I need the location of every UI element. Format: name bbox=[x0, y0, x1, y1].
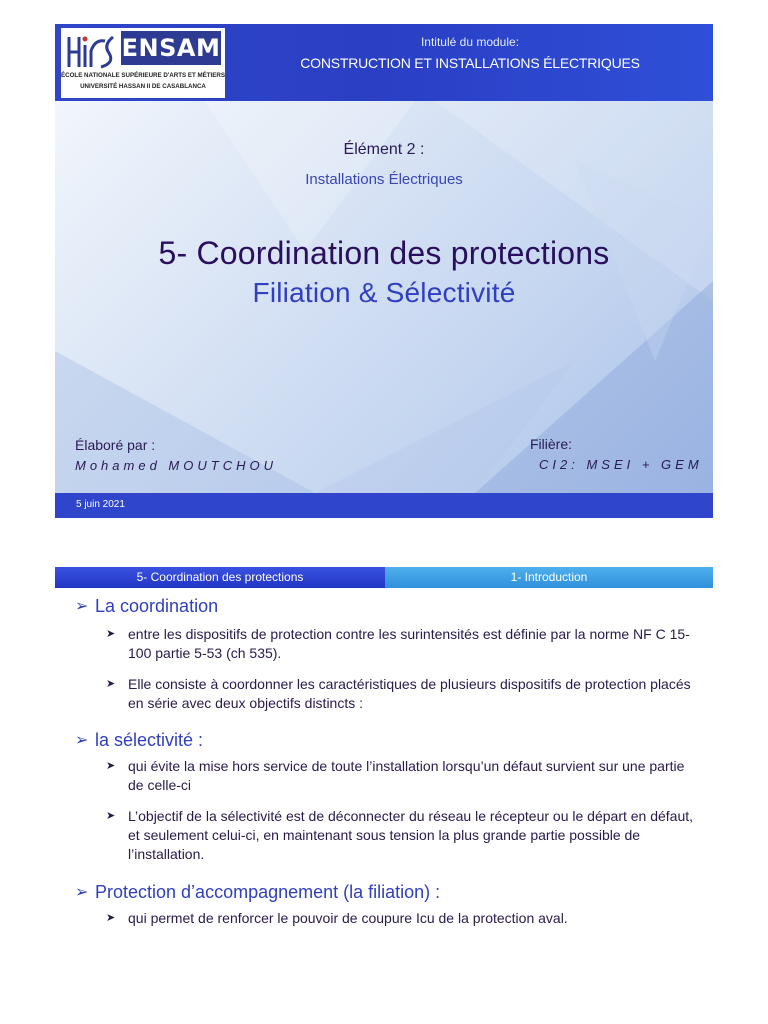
triangle-right-icon: ➤ bbox=[106, 628, 116, 640]
slide-footer bbox=[55, 493, 713, 518]
tab-chapter: 5- Coordination des protections bbox=[55, 567, 385, 588]
list-item bbox=[75, 909, 698, 928]
section-selectivite bbox=[75, 730, 715, 864]
section-heading bbox=[75, 596, 715, 617]
list-item bbox=[75, 807, 698, 864]
list-item bbox=[75, 757, 698, 795]
author-label: Élaboré par : bbox=[75, 437, 156, 453]
filiere-value: CI2: MSEI + GEM bbox=[539, 457, 703, 472]
logo-brand: ENSAM bbox=[121, 31, 221, 65]
tab-section: 1- Introduction bbox=[385, 567, 713, 588]
list-item-text: entre les dispositifs de protection contre les surintensités est définie par la norme NF C 15-100 partie 5-53 (ch 535). bbox=[128, 626, 690, 661]
list-item-text: qui évite la mise hors service de toute l’installation lorsqu’un défaut survient sur une partie de celle-ci bbox=[128, 758, 685, 793]
slide-subtitle: Filiation & Sélectivité bbox=[252, 277, 516, 308]
triangle-right-icon: ➤ bbox=[106, 678, 116, 690]
list-item-text: L’objectif de la sélectivité est de déconnecter du réseau le récepteur ou le départ en défaut, et seulement celui-ci, en maintenant sous tension la plus grande partie possible de l’installation. bbox=[128, 808, 694, 862]
author-name: Mohamed MOUTCHOU bbox=[75, 458, 277, 473]
logo-school-name: ÉCOLE NATIONALE SUPÉRIEURE D'ARTS ET MÉTIERS bbox=[61, 72, 225, 79]
arrow-right-icon: ➢ bbox=[75, 598, 89, 615]
section-heading bbox=[75, 730, 715, 751]
module-title: CONSTRUCTION ET INSTALLATIONS ÉLECTRIQUES bbox=[300, 55, 640, 71]
arrow-right-icon: ➢ bbox=[75, 732, 89, 749]
element-subtitle: Installations Électriques bbox=[305, 171, 463, 188]
list-item-text: qui permet de renforcer le pouvoir de coupure Icu de la protection aval. bbox=[128, 910, 568, 926]
filiere-label: Filière: bbox=[530, 436, 573, 452]
list-item bbox=[75, 625, 698, 663]
logo-university-name: UNIVERSITÉ HASSAN II DE CASABLANCA bbox=[80, 83, 206, 90]
slide-header bbox=[55, 24, 713, 101]
slide-title: 5- Coordination des protections bbox=[158, 235, 610, 271]
element-label: Élément 2 : bbox=[343, 141, 425, 158]
triangle-right-icon: ➤ bbox=[106, 912, 116, 924]
section-filiation bbox=[75, 882, 715, 928]
section-heading-text: la sélectivité : bbox=[95, 730, 204, 750]
section-heading-text: La coordination bbox=[95, 596, 219, 616]
section-heading bbox=[75, 882, 715, 903]
slide-date: 5 juin 2021 bbox=[76, 499, 125, 510]
module-label: Intitulé du module: bbox=[420, 35, 520, 49]
list-item-text: Elle consiste à coordonner les caractéristiques de plusieurs dispositifs de protection placés en série avec deux objectifs distincts : bbox=[128, 676, 691, 711]
ensam-logo bbox=[61, 28, 225, 98]
triangle-right-icon: ➤ bbox=[106, 760, 116, 772]
slide2-header-tabs bbox=[55, 567, 713, 588]
arrow-right-icon: ➢ bbox=[75, 884, 89, 901]
title-slide bbox=[55, 24, 713, 518]
list-item bbox=[75, 675, 698, 713]
triangle-right-icon: ➤ bbox=[106, 810, 116, 822]
school-emblem-icon bbox=[65, 31, 119, 71]
section-heading-text: Protection d’accompagnement (la filiation) : bbox=[95, 882, 441, 902]
section-coordination bbox=[75, 596, 715, 713]
